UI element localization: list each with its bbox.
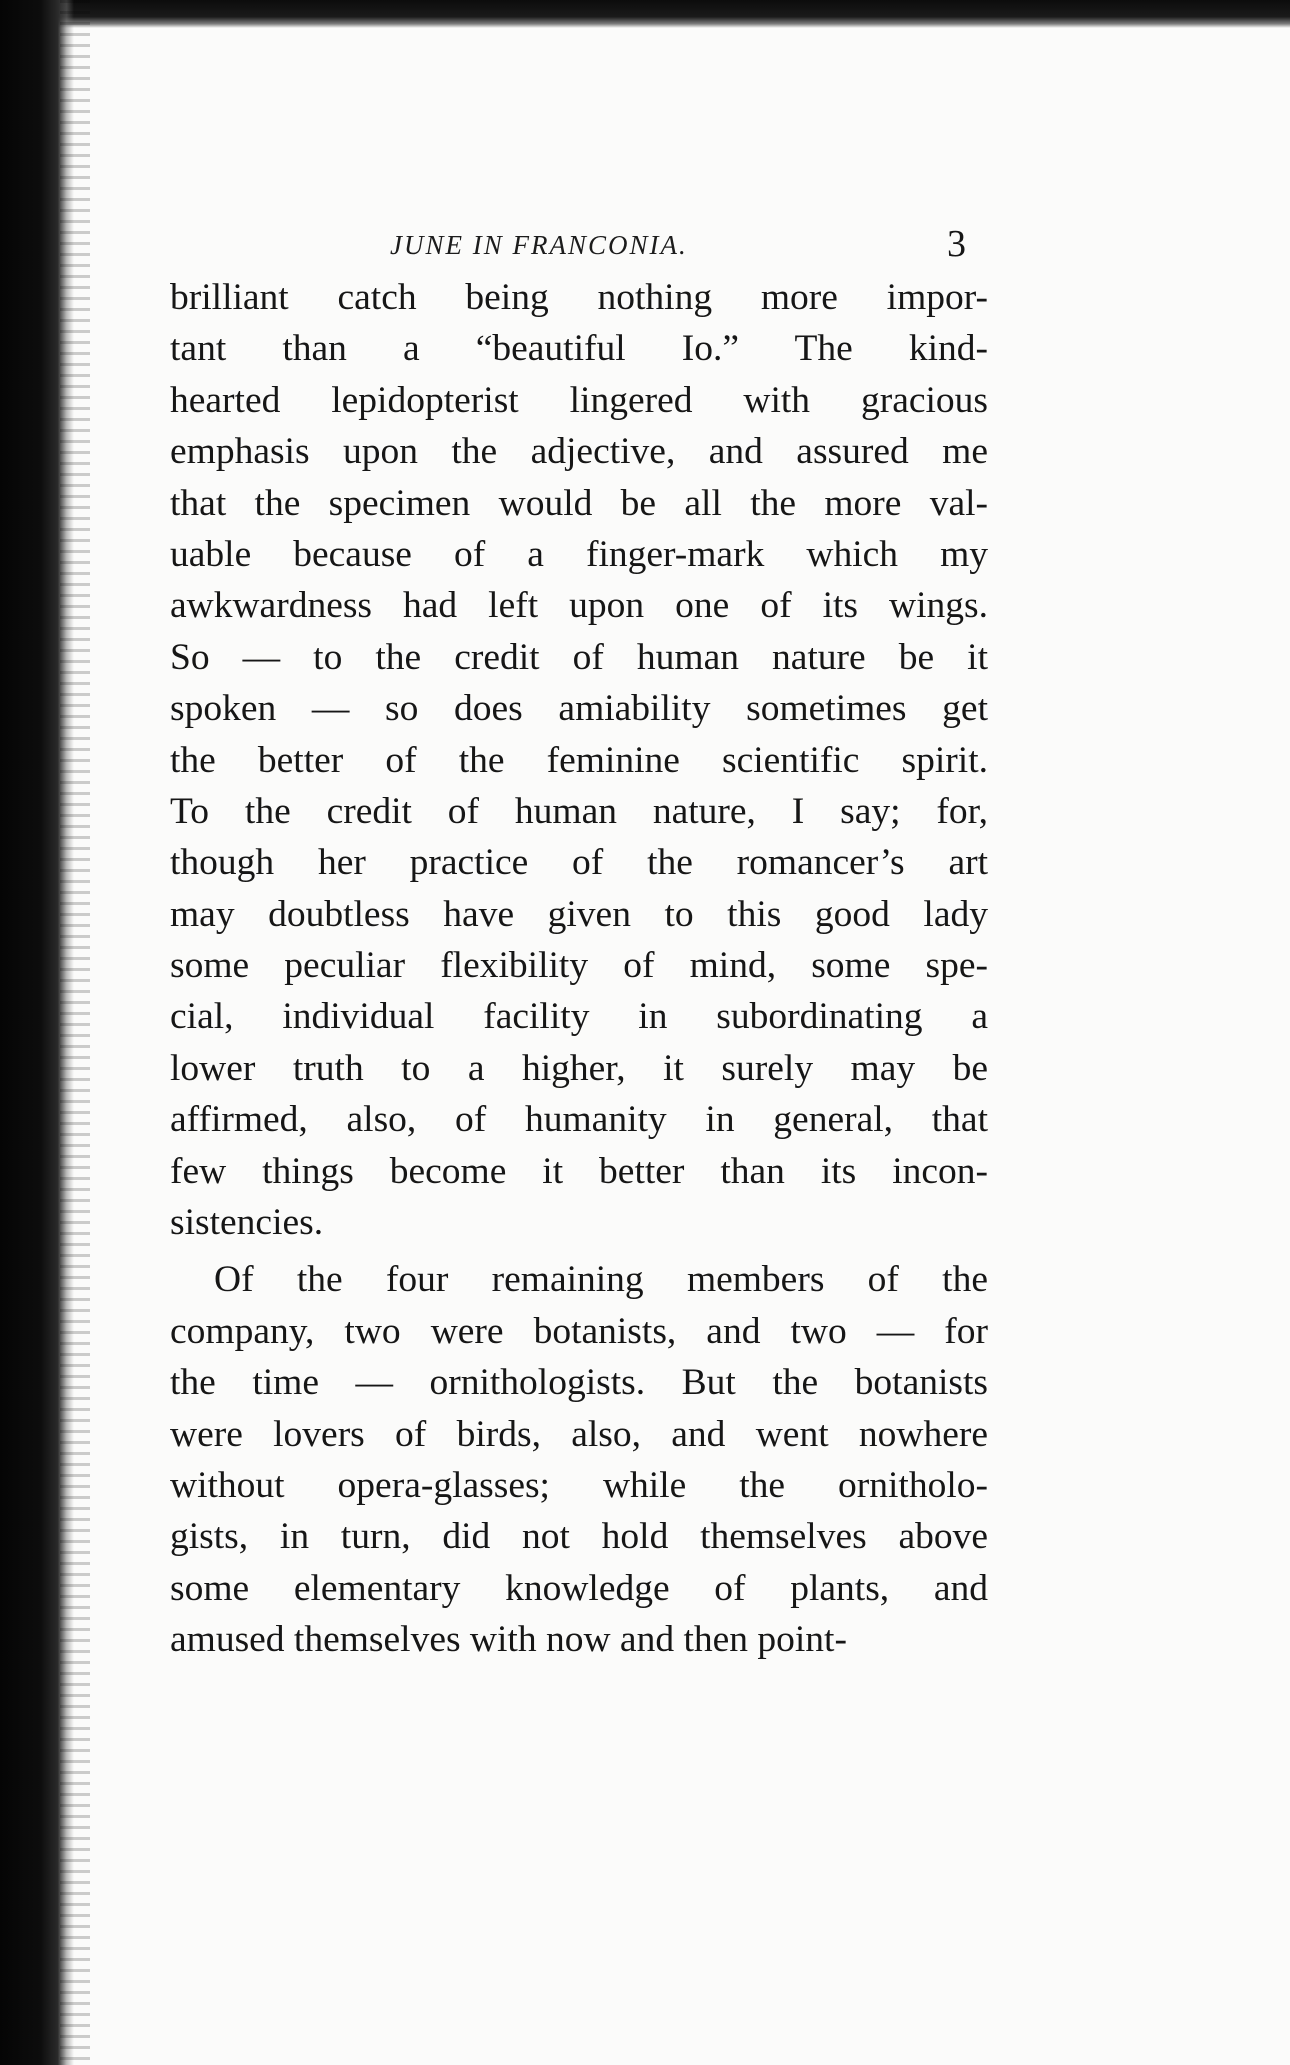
scan-top-edge xyxy=(0,0,1290,28)
text-line: sistencies. xyxy=(170,1202,324,1244)
text-line: spoken — so does amiability sometimes get xyxy=(170,688,988,730)
paragraph xyxy=(170,1254,1000,1665)
text-line: the time — ornithologists. But the botanists xyxy=(170,1362,988,1404)
text-line: lower truth to a higher, it surely may be xyxy=(170,1047,988,1089)
text-line: gists, in turn, did not hold themselves above xyxy=(170,1516,988,1558)
text-line: though her practice of the romancer’s art xyxy=(170,842,988,884)
text-line: To the credit of human nature, I say; for, xyxy=(170,790,988,832)
text-line: company, two were botanists, and two — for xyxy=(170,1310,988,1352)
text-line: awkwardness had left upon one of its wings. xyxy=(170,585,988,627)
text-line: that the specimen would be all the more val- xyxy=(170,482,988,524)
text-line: some peculiar flexibility of mind, some spe- xyxy=(170,945,988,987)
book-page xyxy=(170,222,1000,1666)
text-line: brilliant catch being nothing more impor- xyxy=(170,277,988,318)
body-text xyxy=(170,272,1000,1666)
text-line: Of the four remaining members of the xyxy=(214,1259,988,1301)
page-header xyxy=(170,222,1000,270)
scan-edge-speckle xyxy=(60,0,90,2065)
text-line: may doubtless have given to this good lady xyxy=(170,893,988,935)
paragraph xyxy=(170,272,1000,1248)
text-line: uable because of a finger-mark which my xyxy=(170,533,988,575)
text-line: affirmed, also, of humanity in general, that xyxy=(170,1099,988,1141)
text-line: tant than a “beautiful Io.” The kind- xyxy=(170,328,988,370)
text-line: were lovers of birds, also, and went nowhere xyxy=(170,1413,988,1455)
page-number: 3 xyxy=(947,223,966,265)
running-head: JUNE IN FRANCONIA. xyxy=(390,230,688,260)
text-line: amused themselves with now and then point- xyxy=(170,1619,847,1661)
text-line: some elementary knowledge of plants, and xyxy=(170,1567,988,1609)
text-line: hearted lepidopterist lingered with gracious xyxy=(170,379,988,421)
text-line: the better of the feminine scientific spirit. xyxy=(170,739,988,781)
text-line: without opera-glasses; while the ornitholo- xyxy=(170,1464,988,1506)
text-line: So — to the credit of human nature be it xyxy=(170,636,988,678)
text-line: emphasis upon the adjective, and assured me xyxy=(170,431,988,473)
text-line: cial, individual facility in subordinating a xyxy=(170,996,988,1038)
text-line: few things become it better than its incon- xyxy=(170,1150,988,1192)
